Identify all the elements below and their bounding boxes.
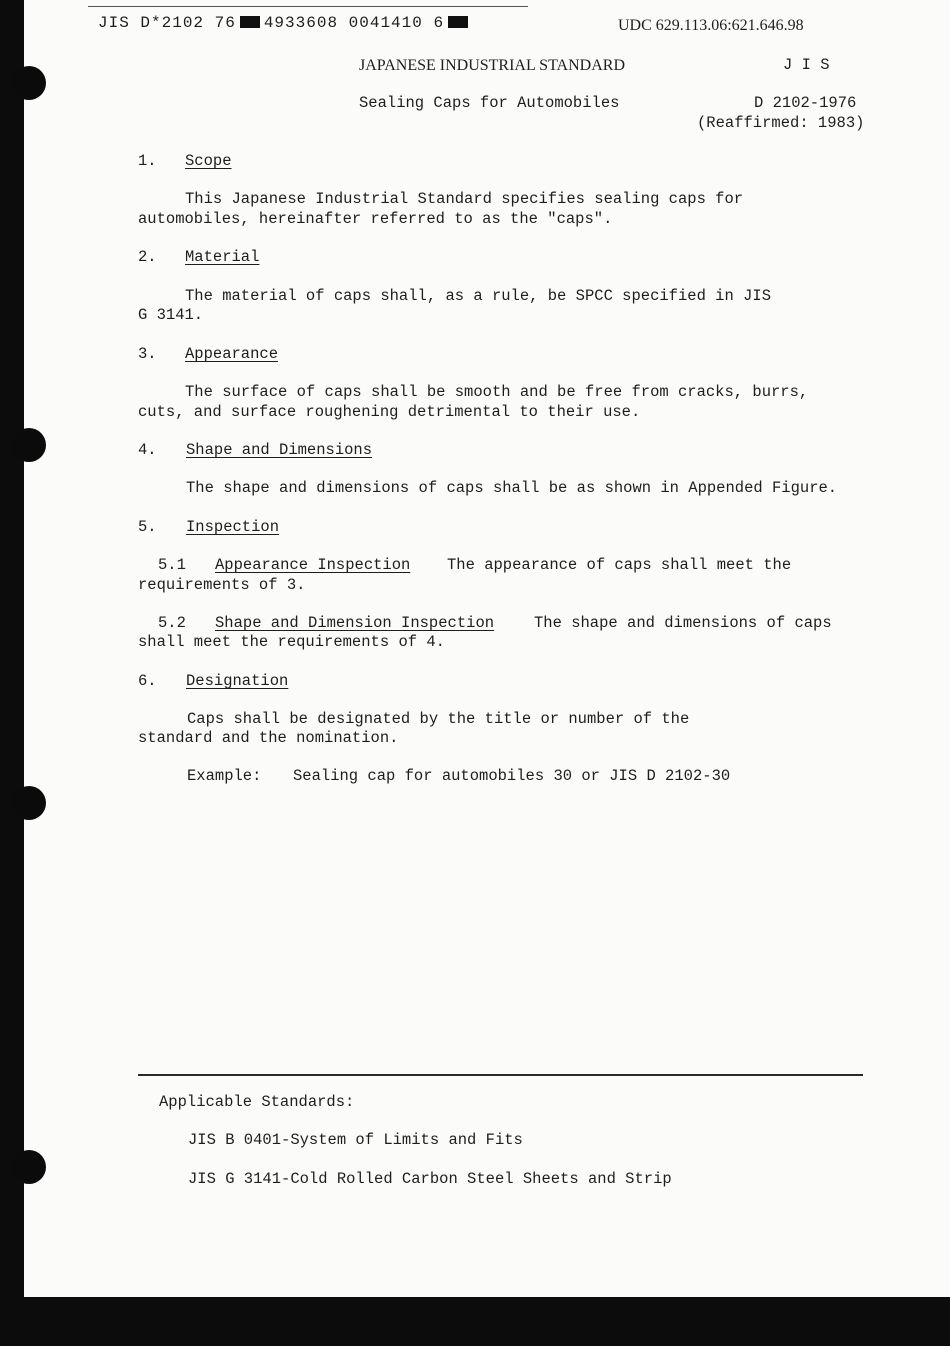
section-number: 2. [138,248,157,266]
applicable-heading: Applicable Standards: [159,1093,355,1111]
section-title-material: Material [185,248,260,266]
header-code [98,14,472,33]
punch-hole [12,786,46,820]
section-title-inspection: Inspection [186,518,280,536]
header-code-mid: 4933608 0041410 6 [263,14,445,32]
example-label: Example: [187,767,262,785]
standard-number: D 2102-1976 [754,94,857,112]
barcode-block [240,16,260,28]
section-number: 4. [138,441,157,459]
standard-title: Sealing Caps for Automobiles [359,94,620,112]
punch-hole [12,428,46,462]
jis-mark: J I S [783,56,830,74]
header-code-left: JIS D*2102 76 [98,14,236,32]
subsection-number: 5.1 [158,556,186,574]
section-text: Caps shall be designated by the title or number of the [187,710,690,728]
section-number: 1. [138,152,157,170]
section-text: The surface of caps shall be smooth and be free from cracks, burrs, [185,383,809,401]
reaffirmed-date: (Reaffirmed: 1983) [697,114,865,132]
subsection-number: 5.2 [158,614,186,632]
section-number: 5. [138,518,157,536]
punch-hole [12,1150,46,1184]
section-text: shall meet the requirements of 4. [138,633,445,651]
section-title-designation: Designation [186,672,289,690]
footnote-divider [138,1074,863,1076]
applicable-item: JIS G 3141-Cold Rolled Carbon Steel Sheets and Strip [188,1170,672,1188]
section-text: G 3141. [138,306,204,324]
section-text: The appearance of caps shall meet the [447,556,792,574]
section-text: The material of caps shall, as a rule, be SPCC specified in JIS [185,287,771,305]
org-name: JAPANESE INDUSTRIAL STANDARD [359,57,625,74]
punch-hole [12,66,46,100]
section-number: 3. [138,345,157,363]
section-text: automobiles, hereinafter referred to as the "caps". [138,210,613,228]
example-text: Sealing cap for automobiles 30 or JIS D 2102-30 [293,767,731,785]
section-text: The shape and dimensions of caps [534,614,832,632]
section-text: This Japanese Industrial Standard specifies sealing caps for [185,190,744,208]
subsection-title-appearance: Appearance Inspection [215,556,411,574]
header-scan-line [88,6,528,7]
section-title-shape: Shape and Dimensions [186,441,373,459]
section-text: The shape and dimensions of caps shall be as shown in Appended Figure. [186,479,838,497]
section-title-appearance: Appearance [185,345,279,363]
section-number: 6. [138,672,157,690]
section-title-scope: Scope [185,152,232,170]
subsection-title-shape: Shape and Dimension Inspection [215,614,495,632]
udc-number: UDC 629.113.06:621.646.98 [618,17,804,34]
applicable-item: JIS B 0401-System of Limits and Fits [188,1131,523,1149]
section-text: cuts, and surface roughening detrimental to their use. [138,403,641,421]
barcode-block [448,16,468,28]
section-text: requirements of 3. [138,576,306,594]
section-text: standard and the nomination. [138,729,399,747]
